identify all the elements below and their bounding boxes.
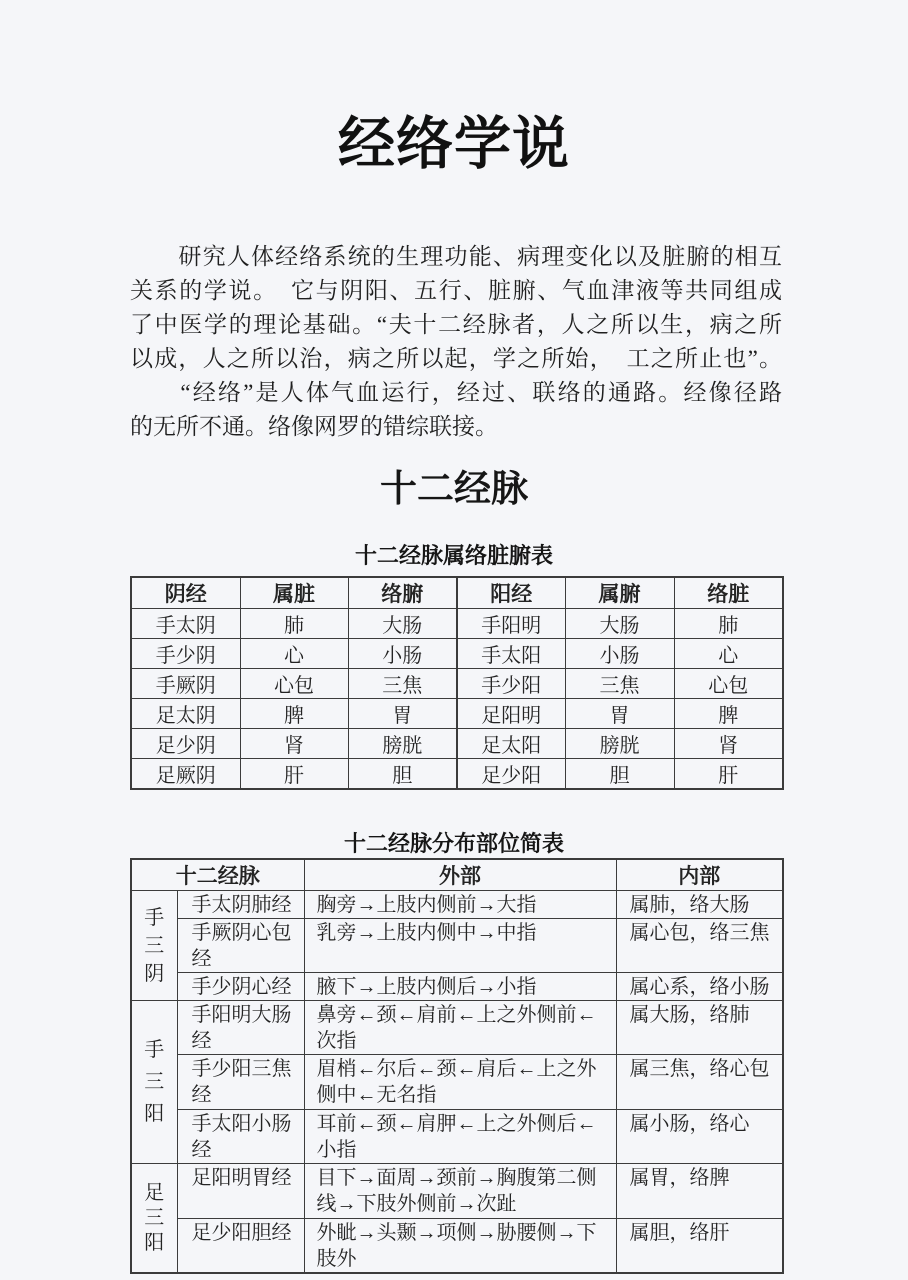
table-cell: 心包 — [674, 669, 783, 699]
meridian-name: 足阳明胃经 — [177, 1164, 304, 1219]
table-cell: 心 — [674, 639, 783, 669]
table-cell: 足厥阴 — [131, 759, 240, 790]
table-row — [131, 1001, 783, 1055]
table-cell: 手厥阴 — [131, 669, 240, 699]
table-cell: 心包 — [240, 669, 348, 699]
table-header-row — [131, 577, 783, 609]
table-header-row — [131, 859, 783, 891]
meridian-name: 手厥阴心包经 — [177, 919, 304, 973]
table-row — [131, 669, 783, 699]
group-char: 手 — [144, 906, 165, 929]
table-cell: 肺 — [674, 609, 783, 639]
table-cell: 胆 — [348, 759, 457, 790]
intro-line: 的无所不通。络像网罗的错综联接。 — [130, 414, 498, 439]
organ-relation-table — [130, 576, 784, 790]
intro-line: 研究人体经络系统的生理功能、病理变化以及脏腑的相互 — [130, 244, 782, 269]
table-cell: 手太阳 — [457, 639, 565, 669]
table-cell: 肺 — [240, 609, 348, 639]
document-title: 经络学说 — [338, 113, 570, 176]
table-cell: 肾 — [674, 729, 783, 759]
internal-relation: 属心系，络小肠 — [616, 973, 783, 1001]
distribution-table-caption: 十二经脉分布部位简表 — [343, 831, 564, 856]
meridian-name: 足少阳胆经 — [177, 1219, 304, 1274]
column-header: 十二经脉 — [131, 859, 304, 891]
intro-paragraph — [130, 240, 782, 444]
table-cell: 脾 — [674, 699, 783, 729]
column-header: 阴经 — [131, 577, 240, 609]
meridian-name: 手少阳三焦经 — [177, 1055, 304, 1110]
table-cell: 手少阳 — [457, 669, 565, 699]
table-row — [131, 609, 783, 639]
column-header: 络腑 — [348, 577, 457, 609]
column-header: 外部 — [304, 859, 616, 891]
table-row — [131, 1219, 783, 1274]
table-cell: 三焦 — [348, 669, 457, 699]
table-cell: 三焦 — [565, 669, 674, 699]
intro-line: 关系的学说。 它与阴阳、五行、脏腑、气血津液等共同组成 — [130, 278, 782, 303]
table-cell: 胃 — [565, 699, 674, 729]
table-row — [131, 1110, 783, 1164]
table-row — [131, 919, 783, 973]
table-cell: 大肠 — [565, 609, 674, 639]
table-cell: 膀胱 — [565, 729, 674, 759]
group-char: 三 — [144, 934, 165, 957]
column-header: 内部 — [616, 859, 783, 891]
external-path: 眉梢←尔后←颈←肩后←上之外侧中←无名指 — [304, 1055, 616, 1110]
column-header: 属腑 — [565, 577, 674, 609]
meridian-name: 手少阴心经 — [177, 973, 304, 1001]
group-char: 三 — [144, 1206, 165, 1229]
group-char: 阴 — [144, 962, 165, 985]
group-char: 阳 — [144, 1231, 165, 1254]
table-row — [131, 699, 783, 729]
group-char: 足 — [144, 1181, 165, 1204]
external-path: 乳旁→上肢内侧中→中指 — [304, 919, 616, 973]
table-cell: 胃 — [348, 699, 457, 729]
intro-line: 以成，人之所以治，病之所以起，学之所始， 工之所止也”。 — [130, 346, 782, 371]
table-row — [131, 729, 783, 759]
table-row — [131, 1055, 783, 1110]
table-cell: 足少阴 — [131, 729, 240, 759]
group-char: 手 — [144, 1039, 165, 1061]
table-cell: 膀胱 — [348, 729, 457, 759]
table-cell: 大肠 — [348, 609, 457, 639]
table-cell: 肝 — [674, 759, 783, 790]
column-header: 属脏 — [240, 577, 348, 609]
column-header: 络脏 — [674, 577, 783, 609]
table-cell: 小肠 — [348, 639, 457, 669]
table-cell: 足太阳 — [457, 729, 565, 759]
group-label-foot-yang — [131, 1164, 177, 1274]
table-cell: 手太阴 — [131, 609, 240, 639]
group-char: 三 — [144, 1071, 165, 1093]
external-path: 外眦→头颞→项侧→胁腰侧→下肢外 — [304, 1219, 616, 1274]
organ-table-caption: 十二经脉属络脏腑表 — [354, 543, 553, 568]
external-path: 耳前←颈←肩胛←上之外侧后←小指 — [304, 1110, 616, 1164]
table-row — [131, 973, 783, 1001]
meridian-name: 手太阴肺经 — [177, 891, 304, 919]
internal-relation: 属三焦，络心包 — [616, 1055, 783, 1110]
internal-relation: 属小肠，络心 — [616, 1110, 783, 1164]
external-path: 目下→面周→颈前→胸腹第二侧线→下肢外侧前→次趾 — [304, 1164, 616, 1219]
table-cell: 脾 — [240, 699, 348, 729]
meridian-distribution-table — [130, 858, 784, 1274]
internal-relation: 属肺，络大肠 — [616, 891, 783, 919]
table-cell: 小肠 — [565, 639, 674, 669]
external-path: 鼻旁←颈←肩前←上之外侧前←次指 — [304, 1001, 616, 1055]
table-cell: 足少阳 — [457, 759, 565, 790]
group-label-hand-yin — [131, 891, 177, 1001]
table-row — [131, 891, 783, 919]
table-cell: 足阳明 — [457, 699, 565, 729]
table-cell: 肝 — [240, 759, 348, 790]
meridian-name: 手阳明大肠经 — [177, 1001, 304, 1055]
table-cell: 手阳明 — [457, 609, 565, 639]
group-char: 阳 — [144, 1103, 165, 1125]
section-title: 十二经脉 — [380, 469, 528, 510]
table-cell: 心 — [240, 639, 348, 669]
meridian-name: 手太阳小肠经 — [177, 1110, 304, 1164]
internal-relation: 属大肠，络肺 — [616, 1001, 783, 1055]
external-path: 腋下→上肢内侧后→小指 — [304, 973, 616, 1001]
column-header: 阳经 — [457, 577, 565, 609]
table-cell: 手少阴 — [131, 639, 240, 669]
internal-relation: 属心包，络三焦 — [616, 919, 783, 973]
table-row — [131, 639, 783, 669]
internal-relation: 属胆，络肝 — [616, 1219, 783, 1274]
group-label-hand-yang — [131, 1001, 177, 1164]
table-cell: 胆 — [565, 759, 674, 790]
table-cell: 足太阴 — [131, 699, 240, 729]
table-cell: 肾 — [240, 729, 348, 759]
intro-line: “经络”是人体气血运行，经过、联络的通路。经像径路 — [130, 380, 782, 405]
table-row — [131, 759, 783, 790]
intro-line: 了中医学的理论基础。“夫十二经脉者，人之所以生，病之所 — [130, 312, 782, 337]
internal-relation: 属胃，络脾 — [616, 1164, 783, 1219]
table-row — [131, 1164, 783, 1219]
external-path: 胸旁→上肢内侧前→大指 — [304, 891, 616, 919]
